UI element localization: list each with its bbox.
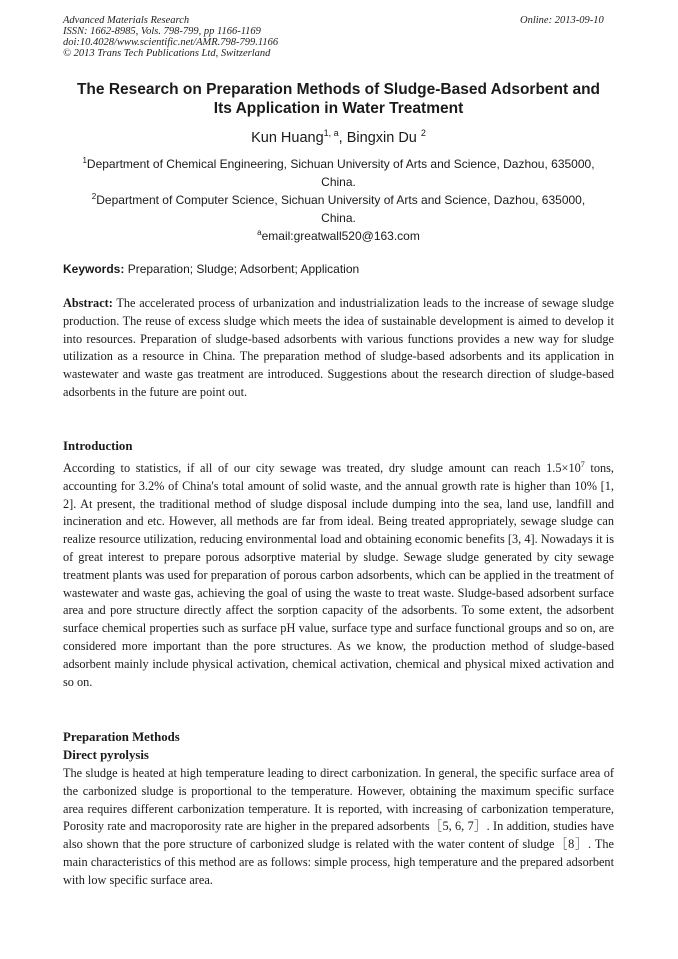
- affiliation-2-line-1: Department of Computer Science, Sichuan University of Arts and Science, Dazhou, 635000,: [96, 193, 586, 207]
- doi-line: doi:10.4028/www.scientific.net/AMR.798-799.1166: [63, 37, 279, 48]
- online-date: Online: 2013-09-10: [520, 15, 604, 26]
- keywords-label: Keywords:: [63, 262, 125, 276]
- direct-pyrolysis-paragraph: The sludge is heated at high temperature leading to direct carbonization. In general, the specific surface area of the carbonized sludge is proportional to the temperature. However, obtaining the maximum specific surface area requires different carbonization temperature. It is reported, with increasing of carbonization temperature, Porosity rate and macroporosity rate are higher in the prepared adsorbents［5, 6, 7］. In addition, studies have also shown that the pore structure of carbonized sludge is related with the water content of sludge［8］. The main characteristics of this method are as follows: simple process, high temperature and the prepared adsorbent with low specific surface area.: [63, 766, 614, 887]
- abstract-paragraph: [63, 295, 614, 402]
- email-mark: a: [257, 228, 262, 237]
- abstract-text: The accelerated process of urbanization and industrialization leads to the increase of sewage sludge production. The reuse of excess sludge which meets the idea of sustainable development is aimed to develop it into resources. Preparation of sludge-based adsorbents with various functions provides a new way for sludge utilization as a resource in China. The preparation method of sludge-based adsorbents and its application in wastewater and waste gas treatment are introduced. Suggestions about the research direction of sludge-based adsorbents in the future are point out.: [63, 296, 614, 399]
- affiliation-1-line-2: China.: [321, 175, 356, 189]
- affiliation-1: [63, 152, 614, 191]
- email-address: email:greatwall520@163.com: [261, 229, 420, 243]
- author-separator: ,: [338, 130, 347, 146]
- introduction-text-part-1: According to statistics, if all of our city sewage was treated, dry sludge amount can reach 1.5×10: [63, 461, 581, 475]
- affiliation-1-mark: 1: [82, 156, 87, 165]
- title-line-2: Its Application in Water Treatment: [213, 100, 464, 117]
- affiliation-2-mark: 2: [91, 192, 97, 201]
- author-1-affil-mark: 1, a: [323, 128, 339, 138]
- introduction-text-part-2: tons, accounting for 3.2% of China's total amount of solid waste, and the annual growth rate is higher than 10% [1, 2]. At present, the traditional method of sludge disposal include dumping into the sea, land use, landfill and incineration and etc. However, all methods are far from ideal. Being treated appropriately, sewage sludge can realize resource utilization, reducing environmental load and obtaining economic benefits [3, 4]. Nowadays it is of great interest to prepare porous adsorptive material by sludge. Sewage sludge generated by city sewage treatment plants was used for preparation of porous carbon adsorbents, which can be applied in the treatment of wastewater and waste gas, achieving the goal of using the waste to treat waste. Sludge-based adsorbent surface area and pore structure directly affect the sorption capacity of the adsorbents. To some extent, the adsorbent surface chemical properties such as surface pH value, surface type and surface functional groups and so on, are considered more important than the pore structures. As we know, the production method of sludge-based adsorbent mainly include physical activation, chemical activation, chemical and physical mixed activation and so on.: [63, 461, 614, 689]
- copyright-line: © 2013 Trans Tech Publications Ltd, Switzerland: [63, 48, 271, 59]
- affiliation-2-line-2: China.: [321, 211, 356, 225]
- journal-name: Advanced Materials Research: [63, 15, 190, 26]
- direct-pyrolysis-subheading: Direct pyrolysis: [63, 748, 149, 762]
- author-2: Bingxin Du: [346, 130, 417, 146]
- keywords-text: Preparation; Sludge; Adsorbent; Application: [127, 262, 360, 276]
- affiliation-1-line-1: Department of Chemical Engineering, Sichuan University of Arts and Science, Dazhou, 635000,: [86, 157, 595, 171]
- corresponding-email: [63, 224, 614, 245]
- preparation-methods-heading: Preparation Methods: [63, 730, 180, 744]
- title-line-1: The Research on Preparation Methods of Sludge-Based Adsorbent and: [76, 81, 601, 98]
- journal-header: [63, 15, 278, 59]
- abstract-label: Abstract:: [63, 296, 113, 310]
- introduction-heading: Introduction: [63, 439, 133, 453]
- affiliation-2: [63, 188, 614, 227]
- author-2-affil-mark: 2: [420, 128, 426, 138]
- paper-title: [63, 80, 614, 118]
- introduction-paragraph: [63, 460, 614, 691]
- introduction-exponent: 7: [580, 460, 585, 469]
- author-1: Kun Huang: [251, 130, 324, 146]
- author-list: [63, 124, 614, 147]
- keywords: [63, 261, 614, 277]
- issn-line: ISSN: 1662-8985, Vols. 798-799, pp 1166-1169: [63, 26, 261, 37]
